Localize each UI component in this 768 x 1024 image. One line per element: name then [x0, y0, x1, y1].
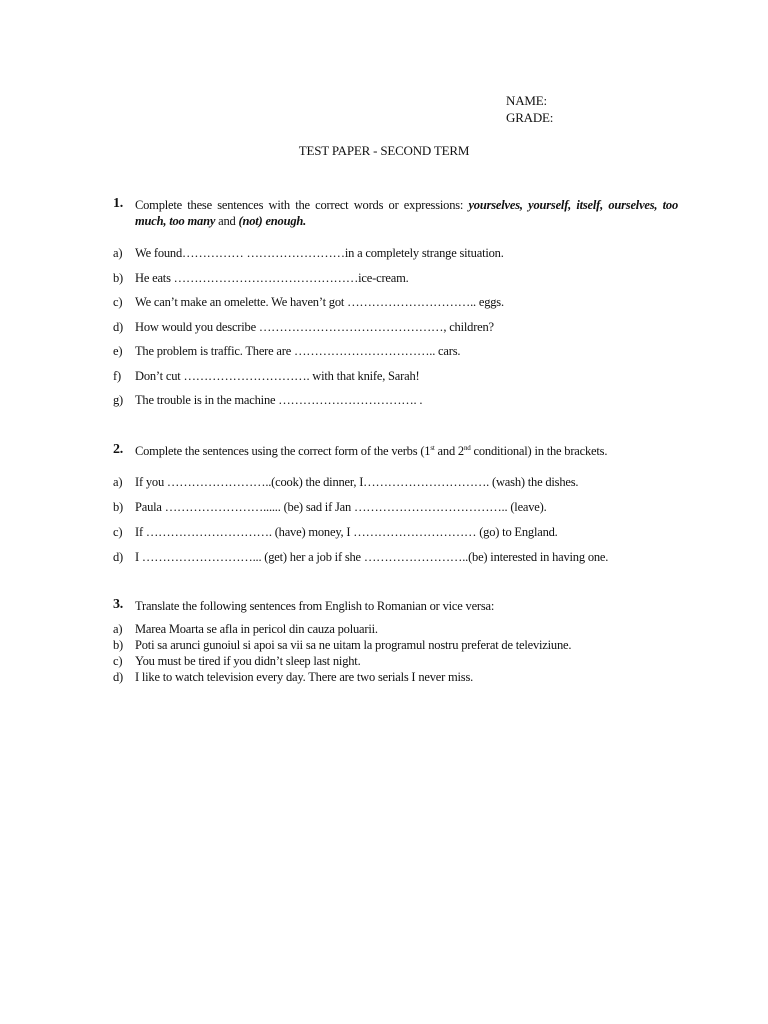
question-1-and: and — [215, 214, 239, 228]
question-2-instruction-a: Complete the sentences using the correct form of the verbs (1 — [135, 444, 431, 458]
question-1-item-d-letter: d) — [113, 320, 124, 334]
question-2-instruction — [135, 443, 678, 459]
question-2-item-c: If …………………………. (have) money, I ………………………… (go) to England. — [135, 525, 558, 539]
question-2-item-d: I ………………………... (get) her a job if she ……………………..(be) interested in having one. — [135, 550, 609, 564]
question-1-item-d: How would you describe ………………………………………, children? — [135, 320, 494, 334]
question-3-item-c: You must be tired if you didn’t sleep last night. — [135, 654, 361, 668]
question-2-instruction-b: and 2 — [434, 444, 464, 458]
question-2-number: 2. — [113, 442, 124, 457]
question-3-instruction: Translate the following sentences from English to Romanian or vice versa: — [135, 599, 495, 613]
question-3-item-b-letter: b) — [113, 638, 124, 652]
question-1-instruction — [135, 197, 678, 229]
question-1-number: 1. — [113, 196, 124, 211]
question-1-terms: yourselves, yourself, itself, ourselves, too much, too many — [135, 198, 678, 228]
question-1-instruction-prefix: Complete these sentences with the correct words or expressions: — [135, 198, 469, 212]
question-2-item-a-letter: a) — [113, 475, 123, 489]
question-3-item-b: Poti sa arunci gunoiul si apoi sa vii sa ne uitam la programul nostru preferat de televiziune. — [135, 638, 572, 652]
question-3-item-a-letter: a) — [113, 622, 123, 636]
question-2-item-c-letter: c) — [113, 525, 123, 539]
question-3-item-a: Marea Moarta se afla in pericol din cauza poluarii. — [135, 622, 378, 636]
question-2-item-d-letter: d) — [113, 550, 124, 564]
question-3-item-c-letter: c) — [113, 654, 123, 668]
question-1-item-b: He eats ………………………………………ice-cream. — [135, 271, 409, 285]
question-1-item-f: Don’t cut …………………………. with that knife, Sarah! — [135, 369, 420, 383]
question-1-item-g: The trouble is in the machine ……………………………. . — [135, 393, 423, 407]
question-1-item-c: We can’t make an omelette. We haven’t got ………………………….. eggs. — [135, 295, 504, 309]
question-2-item-b: Paula ……………………...... (be) sad if Jan ……………………………….. (leave). — [135, 500, 547, 514]
question-1-item-a-letter: a) — [113, 246, 123, 260]
question-2-instruction-c: conditional) in the brackets. — [470, 444, 608, 458]
question-1-item-a: We found…………… ……………………in a completely strange situation. — [135, 246, 504, 260]
question-1-item-b-letter: b) — [113, 271, 124, 285]
question-3-item-d: I like to watch television every day. There are two serials I never miss. — [135, 670, 474, 684]
question-1-terms-2: (not) enough. — [238, 214, 307, 228]
question-3-number: 3. — [113, 597, 124, 612]
question-2-item-b-letter: b) — [113, 500, 124, 514]
question-1-item-e: The problem is traffic. There are …………………………….. cars. — [135, 344, 461, 358]
question-2-sup-2: nd — [463, 443, 471, 452]
question-2-sup-1: st — [430, 443, 435, 452]
question-1-item-g-letter: g) — [113, 393, 124, 407]
question-3-item-d-letter: d) — [113, 670, 124, 684]
name-label: NAME: — [506, 93, 547, 108]
question-2-item-a: If you ……………………..(cook) the dinner, I…………………………. (wash) the dishes. — [135, 475, 579, 489]
question-1-item-e-letter: e) — [113, 344, 123, 358]
grade-label: GRADE: — [506, 110, 554, 125]
question-1-item-f-letter: f) — [113, 369, 121, 383]
question-1-item-c-letter: c) — [113, 295, 123, 309]
page-title: TEST PAPER - SECOND TERM — [298, 143, 470, 158]
